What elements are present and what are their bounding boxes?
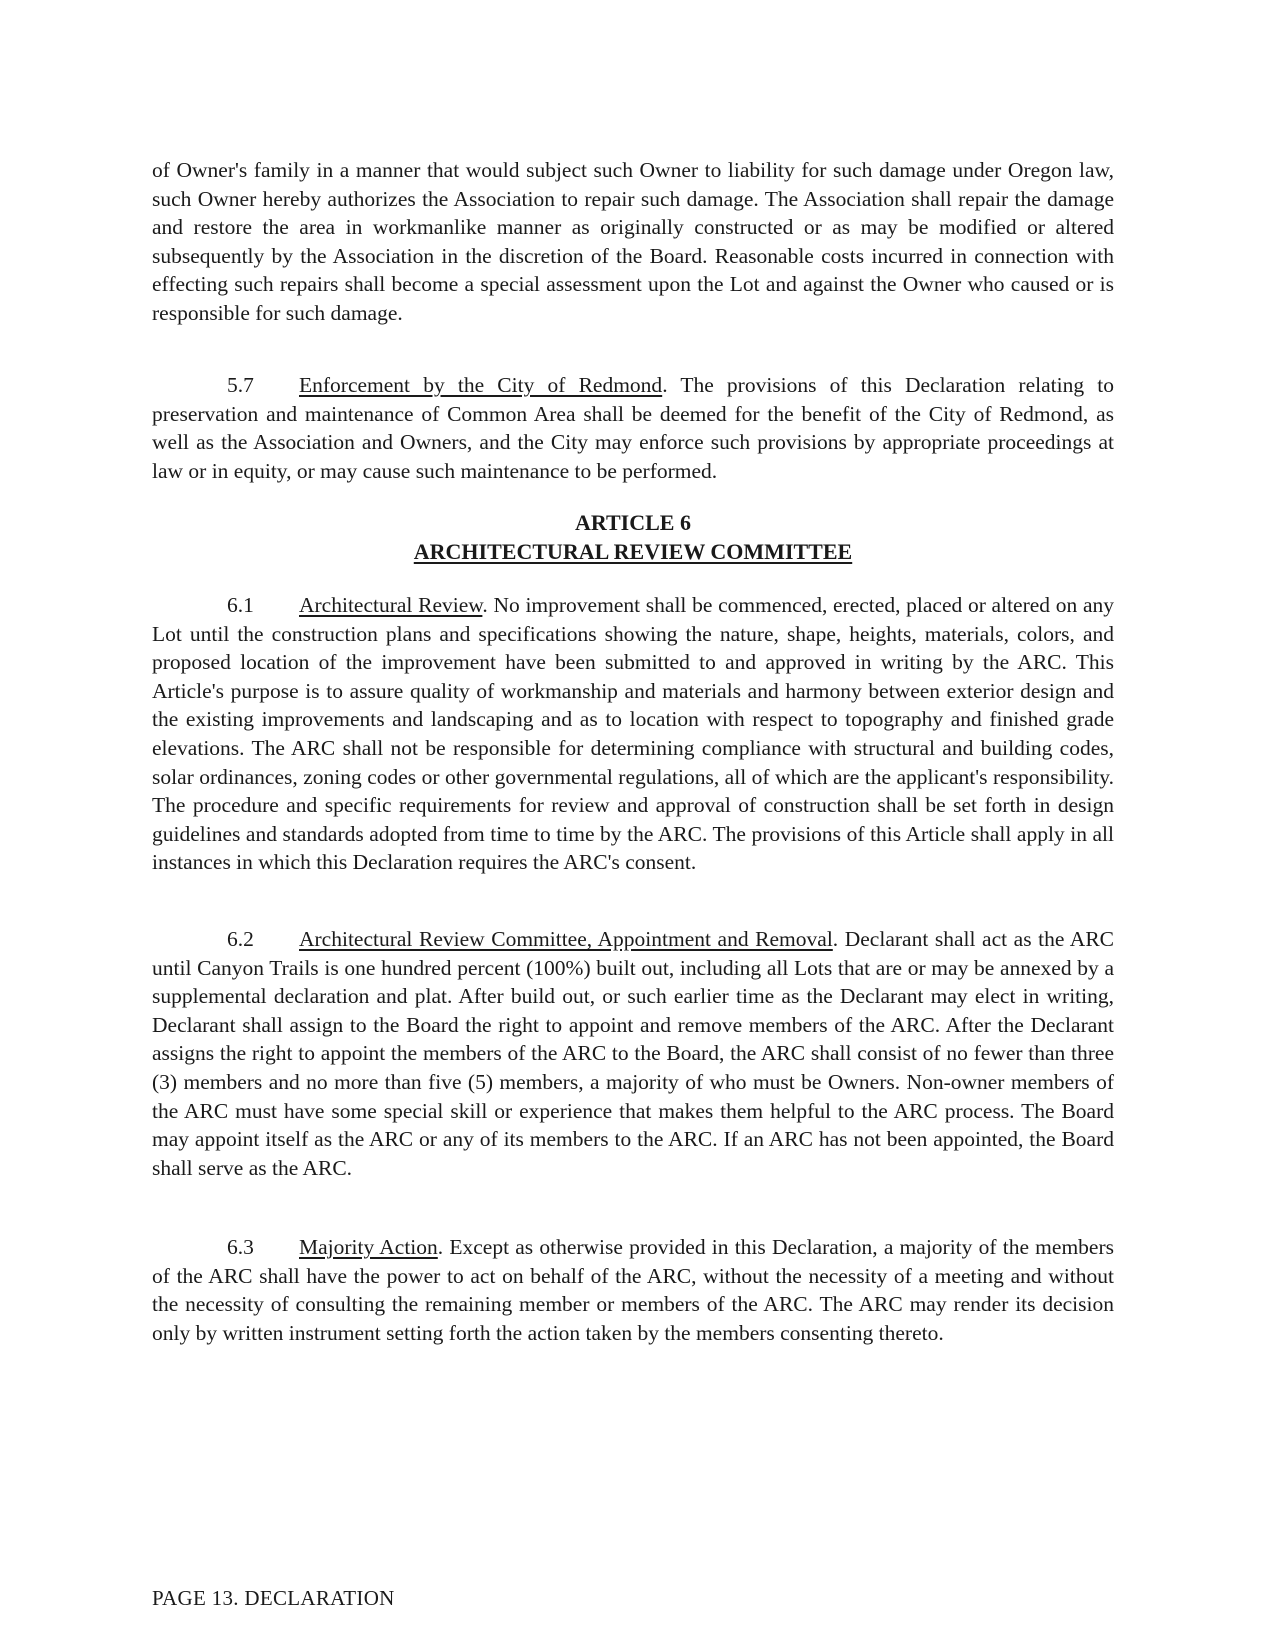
section-text: . No improvement shall be commenced, erected, placed or altered on any Lot until the construction plans and specifications showing the nature, shape, heights, materials, colors, and proposed location of the improvement have been submitted to and approved in writing by the ARC. This Article's purpose is to assure quality of workmanship and materials and harmony between exterior design and the existing improvements and landscaping and as to location with respect to topography and finished grade elevations. The ARC shall not be responsible for determining compliance with structural and building codes, solar ordinances, zoning codes or other governmental regulations, all of which are the applicant's responsibility. The procedure and specific requirements for review and approval of construction shall be set forth in design guidelines and standards adopted from time to time by the ARC. The provisions of this Article shall apply in all instances in which this Declaration requires the ARC's consent. [152, 593, 1114, 875]
continuation-text: of Owner's family in a manner that would subject such Owner to liability for such damage under Oregon law, such Owner hereby authorizes the Association to repair such damage. The Association shall repair the damage and restore the area in workmanlike manner as originally constructed or as may be modified or altered subsequently by the Association in the discretion of the Board. Reasonable costs incurred in connection with effecting such repairs shall become a special assessment upon the Lot and against the Owner who caused or is responsible for such damage. [152, 158, 1114, 325]
section-6-2 [152, 925, 1114, 1182]
section-number: 5.7 [227, 373, 254, 397]
section-title: Majority Action [299, 1235, 438, 1259]
section-number: 6.3 [227, 1235, 254, 1259]
section-5-7 [152, 371, 1114, 485]
article-title: ARCHITECTURAL REVIEW COMMITTEE [413, 538, 853, 564]
section-text: . The provisions of this Declaration relating to preservation and maintenance of Common Area shall be deemed for the benefit of the City of Redmond, as well as the Association and Owners, and the City may enforce such provisions by appropriate proceedings at law or in equity, or may cause such maintenance to be performed. [152, 373, 1114, 483]
section-number: 6.2 [227, 927, 254, 951]
page-footer: PAGE 13. DECLARATION [152, 1586, 395, 1610]
section-title: Enforcement by the City of Redmond [299, 373, 663, 397]
section-number: 6.1 [227, 593, 254, 617]
article-heading [152, 509, 1114, 566]
section-text: . Declarant shall act as the ARC until Canyon Trails is one hundred percent (100%) built out, including all Lots that are or may be annexed by a supplemental declaration and plat. After build out, or such earlier time as the Declarant may elect in writing, Declarant shall assign to the Board the right to appoint and remove members of the ARC. After the Declarant assigns the right to appoint the members of the ARC to the Board, the ARC shall consist of no fewer than three (3) members and no more than five (5) members, a majority of who must be Owners. Non-owner members of the ARC must have some special skill or experience that makes them helpful to the ARC process. The Board may appoint itself as the ARC or any of its members to the ARC. If an ARC has not been appointed, the Board shall serve as the ARC. [152, 927, 1114, 1180]
section-6-3 [152, 1233, 1114, 1347]
paragraph-continuation [152, 156, 1114, 328]
section-text: . Except as otherwise provided in this Declaration, a majority of the members of the ARC shall have the power to act on behalf of the ARC, without the necessity of a meeting and without the necessity of consulting the remaining member or members of the ARC. The ARC may render its decision only by written instrument setting forth the action taken by the members consenting thereto. [152, 1235, 1114, 1345]
article-label: ARTICLE 6 [575, 510, 691, 535]
section-title: Architectural Review Committee, Appointment and Removal [299, 927, 833, 951]
section-6-1 [152, 591, 1114, 877]
section-title: Architectural Review [299, 593, 483, 617]
